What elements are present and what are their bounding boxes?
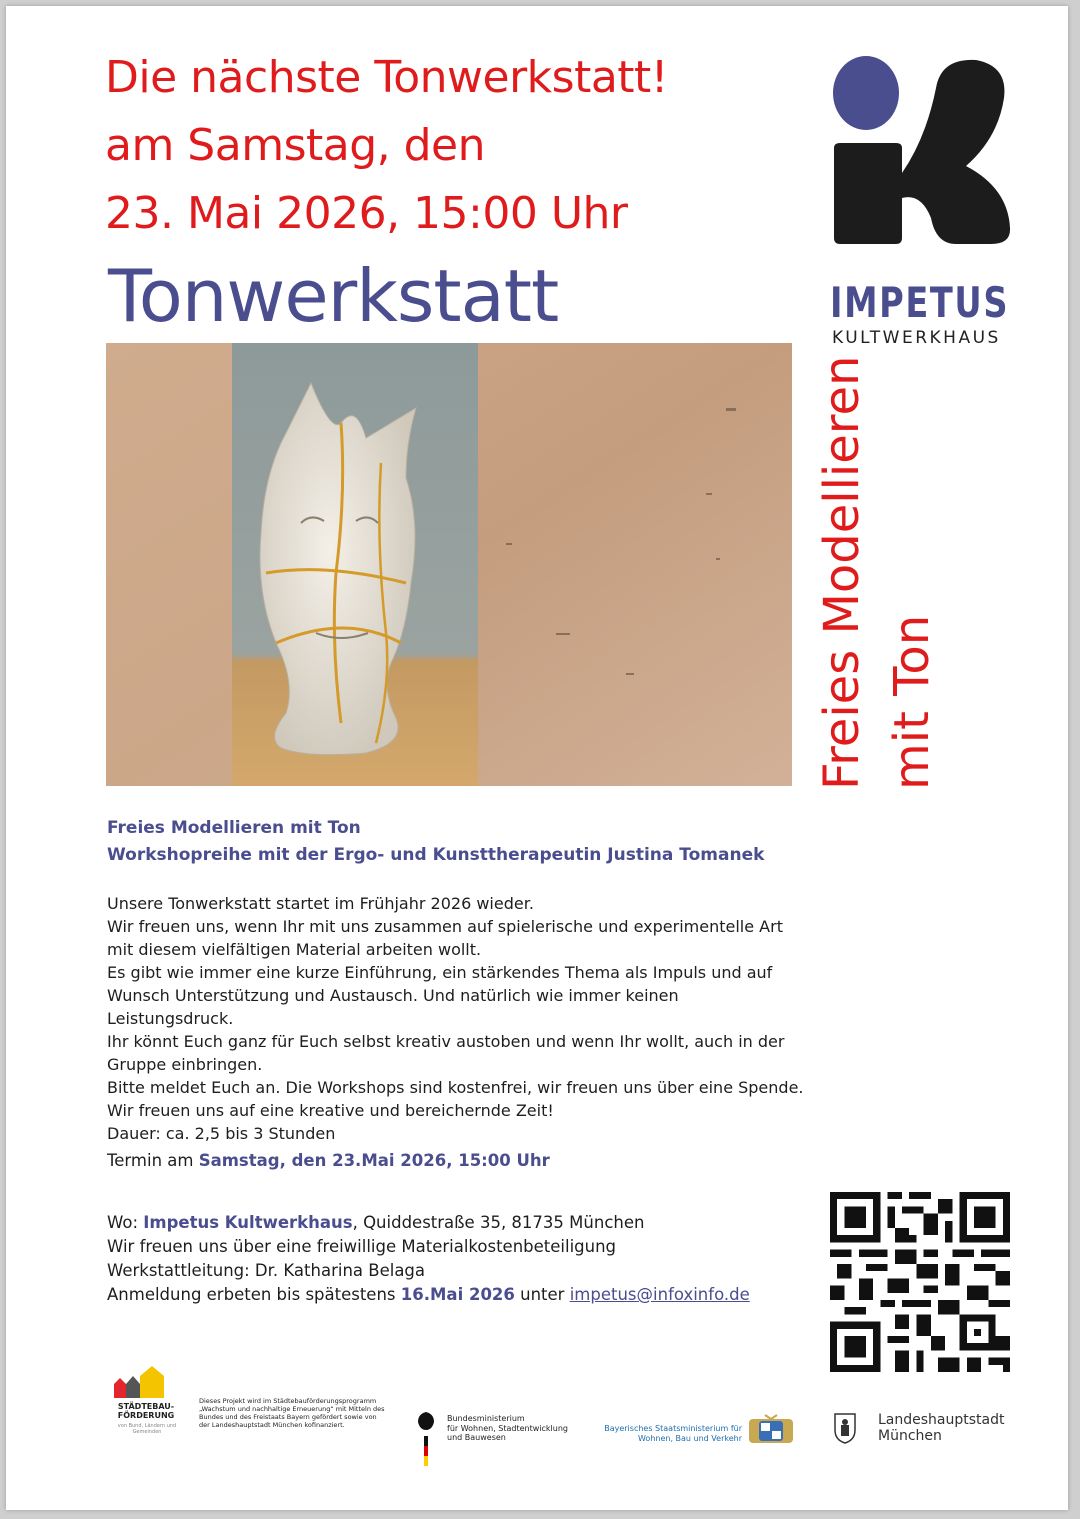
vertical-text-1: Freies Modellieren <box>814 355 870 790</box>
cost-line: Wir freuen uns über eine freiwillige Materialkostenbeteiligung <box>107 1237 617 1256</box>
sculpture-photo <box>106 343 792 786</box>
termin-label: Termin am <box>107 1151 194 1170</box>
bavarian-coat-of-arms-icon <box>747 1413 795 1445</box>
qr-code[interactable] <box>830 1192 1010 1372</box>
page-title: Tonwerkstatt <box>108 254 559 338</box>
termin-line <box>107 1151 550 1170</box>
registration-label: Anmeldung erbeten bis spätestens <box>107 1285 396 1304</box>
bmwsb-label: Bundesministerium für Wohnen, Stadtentwicklung und Bauwesen <box>447 1414 568 1442</box>
headline-line-2: am Samstag, den <box>105 120 485 171</box>
body-paragraph: Unsere Tonwerkstatt startet im Frühjahr 2026 wieder. <box>107 894 534 913</box>
bayern-ministry-label: Bayerisches Staatsministerium für Wohnen, Bau und Verkehr <box>604 1424 742 1443</box>
location-address: , Quiddestraße 35, 81735 München <box>352 1213 645 1232</box>
muenchen-label: Landeshauptstadt München <box>878 1412 1005 1444</box>
logo-dot <box>833 56 899 130</box>
subheading-2: Workshopreihe mit der Ergo- und Kunsttherapeutin Justina Tomanek <box>107 845 765 865</box>
body-paragraph: Wir freuen uns, wenn Ihr mit uns zusammen auf spielerische und experimentelle Art mit diesem vielfältigen Material arbeiten wollt. <box>107 917 783 959</box>
body-text <box>107 892 807 1145</box>
location-name: Impetus Kultwerkhaus <box>143 1213 353 1232</box>
body-paragraph: Bitte meldet Euch an. Die Workshops sind kostenfrei, wir freuen uns über eine Spende. <box>107 1078 804 1097</box>
leader-line: Werkstattleitung: Dr. Katharina Belaga <box>107 1261 426 1280</box>
logo-name: IMPETUS <box>830 278 1010 327</box>
termin-value: Samstag, den 23.Mai 2026, 15:00 Uhr <box>198 1151 550 1170</box>
muenchen-coat-of-arms-icon <box>833 1412 857 1444</box>
staedtebau-houses-icon <box>108 1364 168 1400</box>
funding-text: Dieses Projekt wird im Städtebauförderungsprogramm „Wachstum und nachhaltige Erneuerung“ mit Mitteln des Bundes und des Freistaats Bayern gefördert sowie von der Landeshauptstadt München kofinanziert. <box>199 1397 385 1429</box>
headline-line-1: Die nächste Tonwerkstatt! <box>105 52 668 103</box>
registration-unter: unter <box>520 1285 565 1304</box>
staedtebau-label: STÄDTEBAU- FÖRDERUNG <box>117 1402 175 1420</box>
federal-eagle-flag-icon <box>414 1410 438 1470</box>
location-line <box>107 1213 644 1232</box>
registration-line <box>107 1285 750 1304</box>
headline-line-3: 23. Mai 2026, 15:00 Uhr <box>105 188 628 239</box>
vertical-text-2: mit Ton <box>884 614 940 790</box>
registration-date: 16.Mai 2026 <box>400 1285 515 1304</box>
staedtebau-sublabel: von Bund, Ländern und Gemeinden <box>117 1423 177 1435</box>
logo-subtitle: KULTWERKHAUS <box>832 328 1001 348</box>
location-label: Wo: <box>107 1213 139 1232</box>
subheading-1: Freies Modellieren mit Ton <box>107 818 361 838</box>
body-paragraph: Wir freuen uns auf eine kreative und bereichernde Zeit! <box>107 1101 554 1120</box>
body-paragraph: Ihr könnt Euch ganz für Euch selbst kreativ austoben und wenn Ihr wollt, auch in der Gruppe einbringen. <box>107 1032 785 1074</box>
email-link[interactable]: impetus@infoxinfo.de <box>569 1285 750 1304</box>
body-paragraph: Es gibt wie immer eine kurze Einführung, ein stärkendes Thema als Impuls und auf Wunsch Unterstützung und Austausch. Und natürlich wie immer keinen Leistungsdruck. <box>107 963 773 1028</box>
body-paragraph: Dauer: ca. 2,5 bis 3 Stunden <box>107 1124 336 1143</box>
